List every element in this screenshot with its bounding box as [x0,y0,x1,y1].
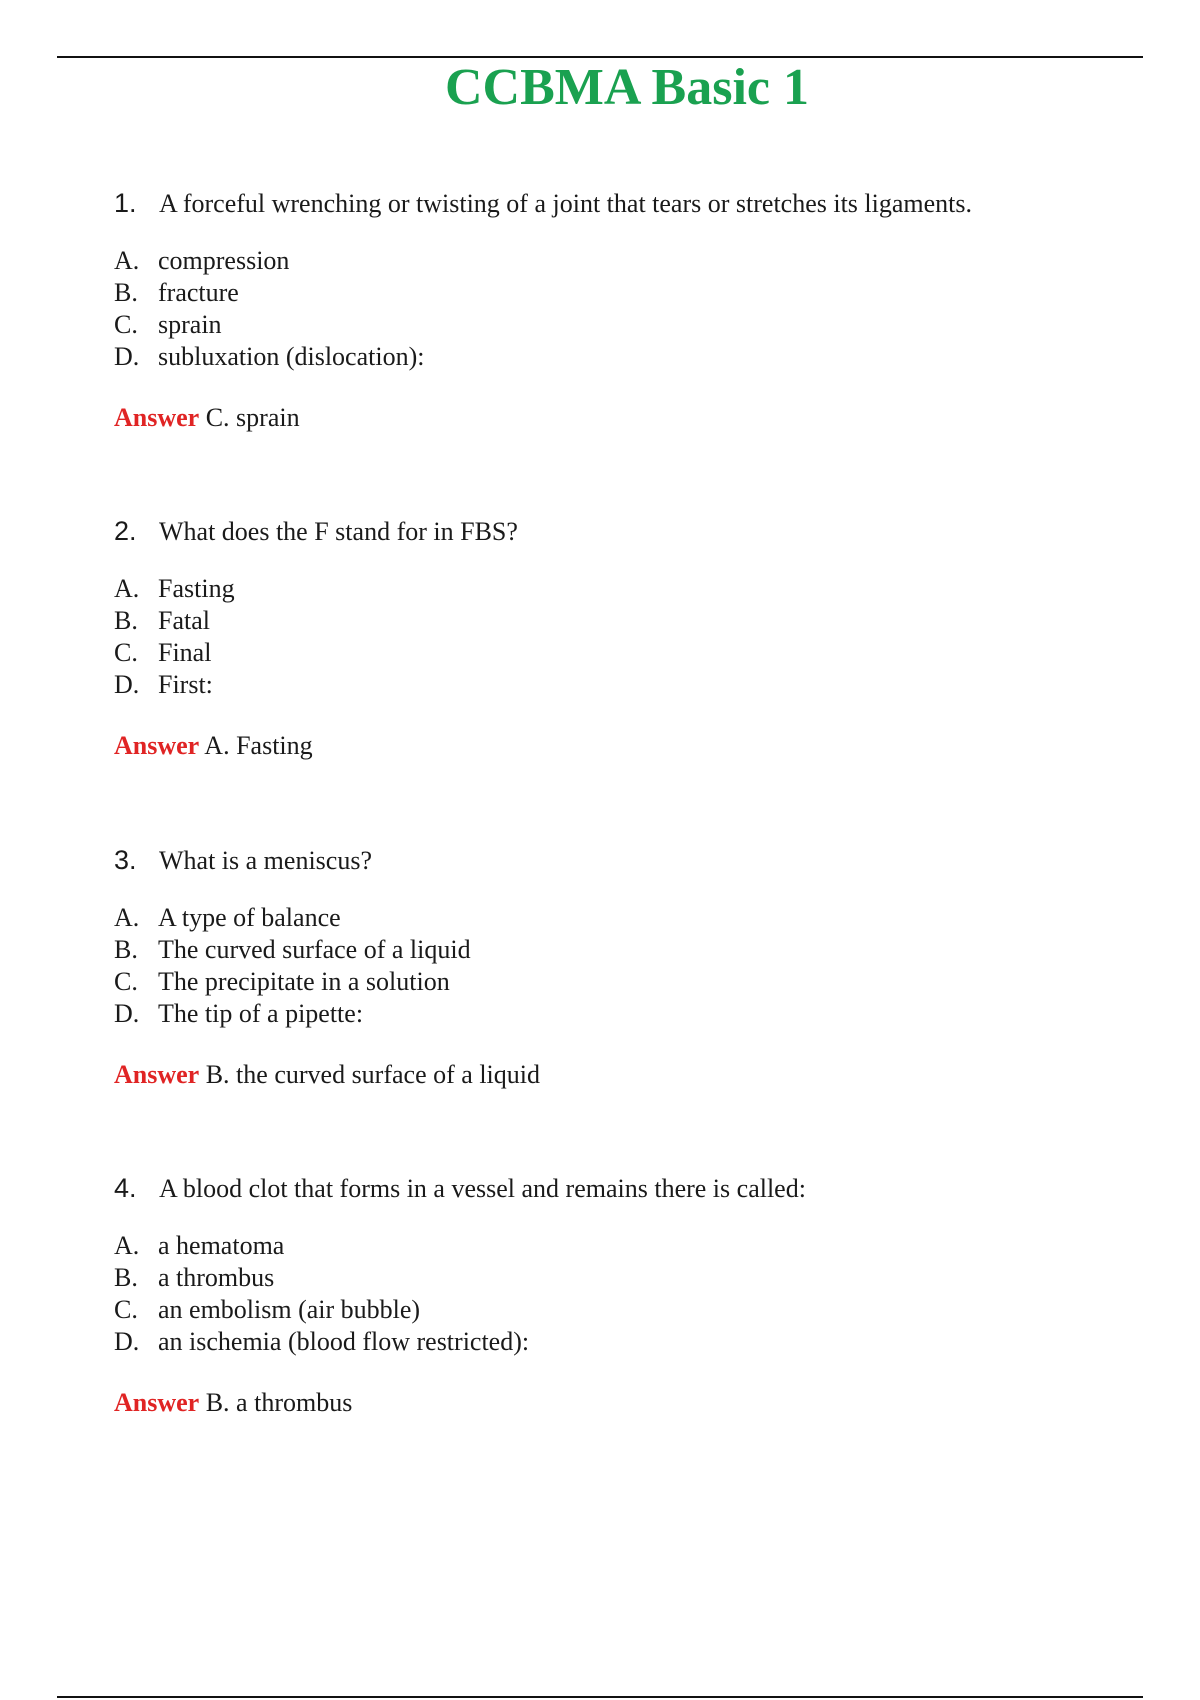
answer-label: Answer [114,731,200,760]
option-list [114,1230,1134,1358]
option-text: a hematoma [158,1231,285,1260]
option-letter: D. [114,670,140,699]
option-text: an embolism (air bubble) [158,1295,421,1324]
option-d [114,998,1134,1030]
option-text: The precipitate in a solution [158,967,450,996]
option-letter: B. [114,278,138,307]
option-text: subluxation (dislocation): [158,342,425,371]
option-letter: B. [114,1263,138,1292]
option-text: Fatal [158,606,210,635]
option-letter: C. [114,1295,138,1324]
question-number: 3. [114,845,137,875]
question-number: 2. [114,516,137,546]
option-letter: B. [114,935,138,964]
option-letter: C. [114,638,138,667]
option-letter: A. [114,903,140,932]
answer-label: Answer [114,1388,200,1417]
answer-text: B. the curved surface of a liquid [205,1060,540,1089]
option-b [114,277,1134,309]
answer-line [114,729,1134,763]
question-number: 1. [114,188,137,218]
answer-line [114,1386,1134,1420]
option-list [114,902,1134,1030]
answer-text: B. a thrombus [205,1388,353,1417]
option-text: First: [158,670,213,699]
bottom-rule [57,1696,1143,1698]
option-text: fracture [158,278,239,307]
answer-line [114,1058,1134,1092]
option-letter: D. [114,1327,140,1356]
answer-line [114,401,1134,435]
question-1 [114,183,1134,435]
option-a [114,1230,1134,1262]
question-3 [114,840,1134,1092]
option-letter: C. [114,310,138,339]
question-text: What is a meniscus? [159,846,372,875]
option-b [114,1262,1134,1294]
option-text: Fasting [158,574,235,603]
option-c [114,309,1134,341]
question-stem [114,511,1134,551]
option-letter: A. [114,574,140,603]
question-number: 4. [114,1173,137,1203]
answer-label: Answer [114,403,200,432]
option-text: sprain [158,310,222,339]
option-d [114,1326,1134,1358]
question-2 [114,511,1134,763]
option-d [114,341,1134,373]
option-c [114,966,1134,998]
option-letter: A. [114,246,140,275]
option-letter: B. [114,606,138,635]
option-letter: D. [114,999,140,1028]
answer-text: C. sprain [205,403,300,432]
option-a [114,573,1134,605]
question-stem [114,840,1134,880]
option-text: a thrombus [158,1263,275,1292]
option-text: The tip of a pipette: [158,999,364,1028]
question-text: A forceful wrenching or twisting of a joint that tears or stretches its ligaments. [159,189,973,218]
question-text: A blood clot that forms in a vessel and remains there is called: [159,1174,806,1203]
option-a [114,245,1134,277]
option-text: The curved surface of a liquid [158,935,471,964]
option-b [114,934,1134,966]
question-stem [114,183,1134,223]
option-letter: A. [114,1231,140,1260]
question-4 [114,1168,1134,1420]
option-text: an ischemia (blood flow restricted): [158,1327,530,1356]
option-b [114,605,1134,637]
answer-text: A. Fasting [204,731,313,760]
option-text: Final [158,638,212,667]
option-letter: D. [114,342,140,371]
option-c [114,1294,1134,1326]
option-a [114,902,1134,934]
page-title: CCBMA Basic 1 [445,59,809,116]
option-letter: C. [114,967,138,996]
option-text: compression [158,246,290,275]
option-list [114,573,1134,701]
question-text: What does the F stand for in FBS? [159,517,518,546]
option-list [114,245,1134,373]
answer-label: Answer [114,1060,200,1089]
option-d [114,669,1134,701]
option-c [114,637,1134,669]
option-text: A type of balance [158,903,341,932]
question-stem [114,1168,1134,1208]
